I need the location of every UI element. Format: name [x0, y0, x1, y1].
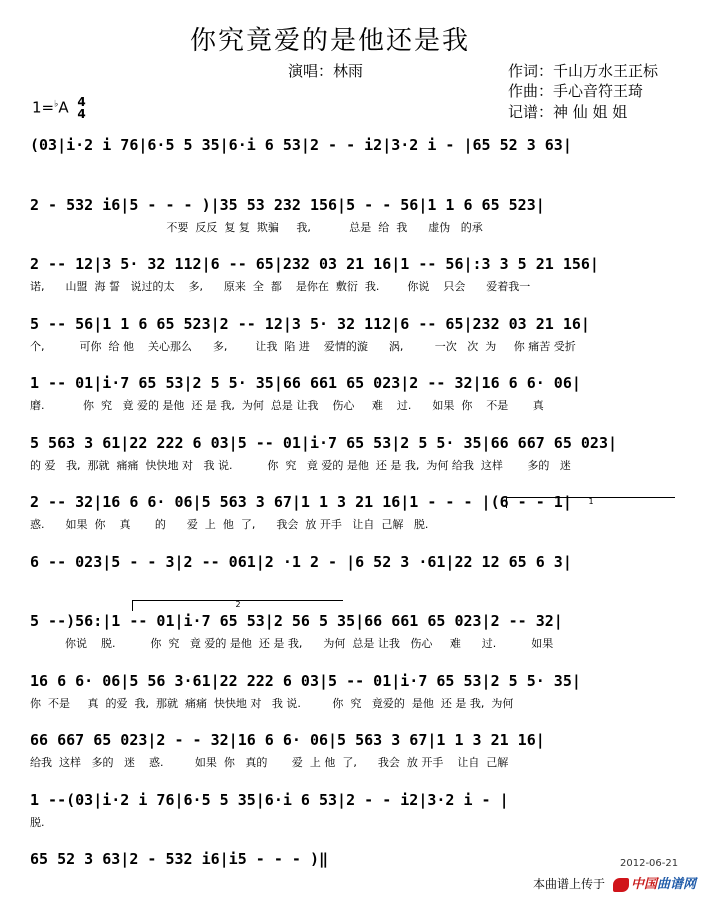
lyric-line: 磨. 你 究 竟 爱的 是他 还 是 我, 为何 总是 让我 伤心 难 过. 如果 你 不是 真: [30, 399, 544, 412]
first-ending-number: 1: [588, 497, 594, 506]
site-logo[interactable]: [613, 873, 717, 891]
notation-line: 1 -- 01|i·7 65 53|2 5 5· 35|66 661 65 023|2 -- 32|16 6 6· 06|: [30, 374, 581, 392]
lyric-line: 的 爱 我, 那就 痛痛 快快地 对 我 说. 你 究 竟 爱的 是他 还 是 我, 为何 给我 这样 多的 迷: [30, 459, 571, 472]
time-signature: [77, 96, 85, 120]
flat-sign: ♭: [54, 99, 59, 110]
lyric-line: 你说 脱. 你 究 竟 爱的 是他 还 是 我, 为何 总是 让我 伤心 难 过. 如果: [30, 637, 554, 650]
upload-note: 本曲谱上传于: [533, 877, 606, 891]
lyric-line: 给我 这样 多的 迷 惑. 如果 你 真的 爱 上 他 了, 我会 放 开手 让自 己解: [30, 756, 509, 769]
notation-line: 2 -- 12|3 5· 32 112|6 -- 65|232 03 21 16|1 -- 56|:3 3 5 21 156|: [30, 255, 599, 273]
lyric-line: 个, 可你 给 他 关心那么 多, 让我 陷 进 爱情的漩 涡, 一次 次 为 你 痛苦 受折: [30, 340, 576, 353]
key-note: A: [58, 98, 69, 117]
notation-line: (03|i·2 i 76|6·5 5 35|6·i 6 53|2 - - i2|3·2 i - |65 52 3 63|: [30, 136, 572, 154]
notation-line: 16 6 6· 06|5 56 3·61|22 222 6 03|5 -- 01|i·7 65 53|2 5 5· 35|: [30, 672, 581, 690]
composer-credit: 作曲：手心音符王琦: [508, 82, 644, 100]
notation-line: 5 563 3 61|22 222 6 03|5 -- 01|i·7 65 53|2 5 5· 35|66 667 65 023|: [30, 434, 617, 452]
singer-credit: 演唱：林雨: [288, 62, 364, 80]
logo-mark-icon: [613, 878, 629, 892]
song-title: 你究竟爱的是他还是我: [189, 26, 470, 56]
notation-line: 2 - 532 i6|5 - - - )|35 53 232 156|5 - - 56|1 1 6 65 523|: [30, 196, 545, 214]
notation-line: 5 -- 56|1 1 6 65 523|2 -- 12|3 5· 32 112|6 -- 65|232 03 21 16|: [30, 315, 590, 333]
lyric-line: 不要 反反 复 复 欺骗 我, 总是 给 我 虚伪 的承: [30, 221, 483, 234]
notation-line: 6 -- 023|5 - - 3|2 -- 061|2 ·1 2 - |6 52 3 ·61|22 12 65 6 3|: [30, 553, 572, 571]
lyric-line: [30, 160, 690, 176]
lyricist-credit: 作词：千山万水王正标: [508, 62, 659, 80]
lyric-line: 诺, 山盟 海 誓 说过的太 多, 原来 全 都 是你在 敷衍 我. 你说 只会 爱着我一: [30, 280, 531, 293]
notation-line: 66 667 65 023|2 - - 32|16 6 6· 06|5 563 3 67|1 1 3 21 16|: [30, 731, 545, 749]
key-label: 1=: [32, 98, 55, 117]
transcriber-credit: 记谱：神 仙 姐 姐: [508, 103, 628, 121]
notation-line: 65 52 3 63|2 - 532 i6|i5 - - - )‖: [30, 850, 329, 868]
key-signature: [32, 96, 86, 120]
time-top: 4: [77, 95, 86, 109]
notation-line: 2 -- 32|16 6 6· 06|5 563 3 67|1 1 3 21 16|1 - - - |(6 - - 1|: [30, 493, 572, 511]
notation-line: 1 --(03|i·2 i 76|6·5 5 35|6·i 6 53|2 - - i2|3·2 i - |: [30, 791, 509, 809]
second-ending-number: 2: [235, 600, 241, 609]
notation-line: 5 --)56:|1 -- 01|i·7 65 53|2 56 5 35|66 661 65 023|2 -- 32|: [30, 612, 563, 630]
site-name-part-2: 曲谱网: [657, 877, 697, 892]
lyric-line: [30, 577, 690, 593]
time-bottom: 4: [77, 107, 86, 121]
lyric-line: 你 不是 真 的爱 我, 那就 痛痛 快快地 对 我 说. 你 究 竟爱的 是他 还 是 我, 为何: [30, 697, 514, 710]
site-name-part-1: 中国: [631, 877, 658, 892]
upload-date: 2012-06-21: [620, 858, 679, 869]
second-ending-bracket: [132, 600, 343, 611]
lyric-line: 惑. 如果 你 真 的 爱 上 他 了, 我会 放 开手 让自 己解 脱.: [30, 518, 429, 531]
lyric-line: 脱.: [30, 816, 45, 829]
first-ending-bracket: [506, 497, 675, 508]
